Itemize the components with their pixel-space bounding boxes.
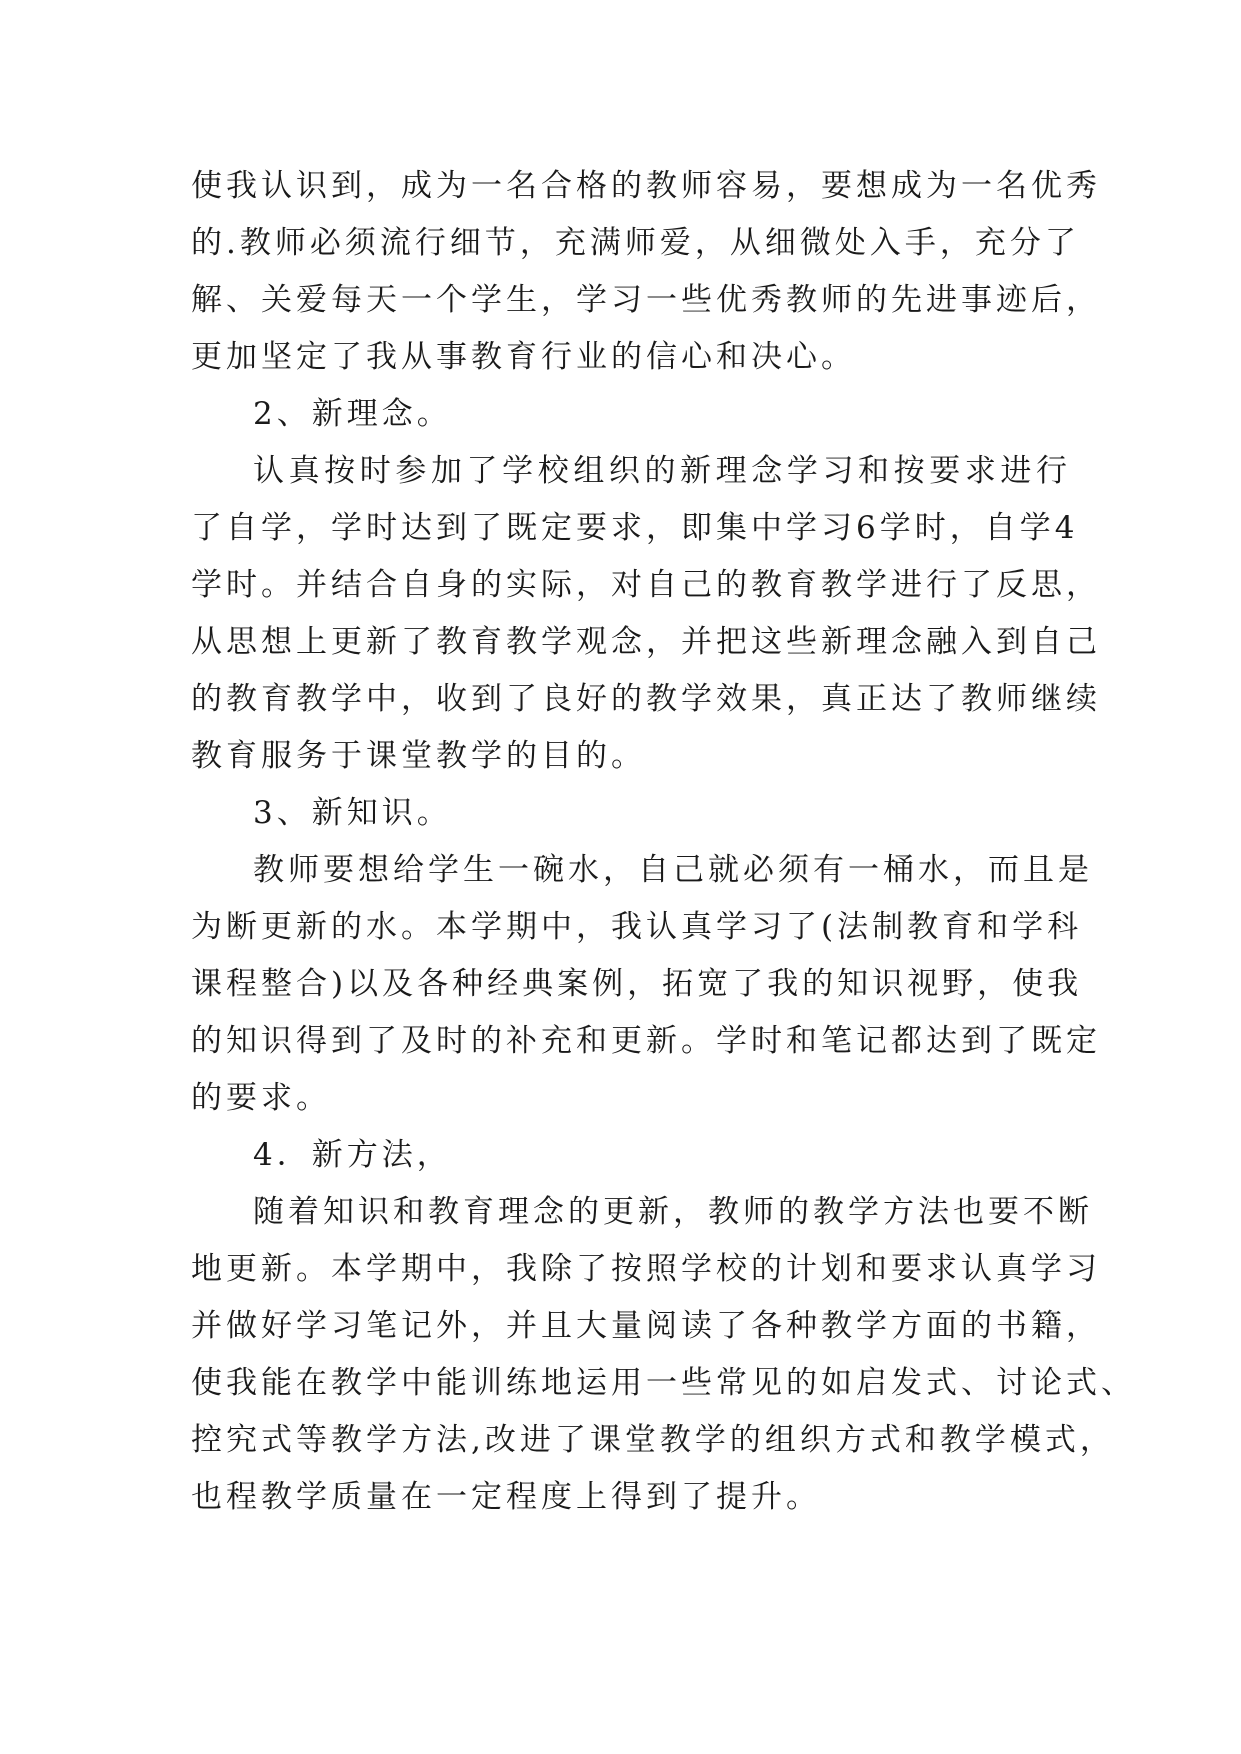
body-text-line: 地更新。本学期中，我除了按照学校的计划和要求认真学习 [191,1251,1101,1287]
body-text-line: 的.教师必须流行细节，充满师爱，从细微处入手，充分了 [191,225,1080,261]
body-text-line: 学时。并结合自身的实际，对自己的教育教学进行了反思， [191,567,1101,603]
body-text-line: 认真按时参加了学校组织的新理念学习和按要求进行 [253,453,1071,489]
section-heading-2: 2、新理念。 [253,396,452,432]
body-text-line: 并做好学习笔记外，并且大量阅读了各种教学方面的书籍， [191,1308,1101,1344]
section-heading-3: 3、新知识。 [253,795,452,831]
body-text-line: 解、关爱每天一个学生，学习一些优秀教师的先进事迹后， [191,282,1101,318]
body-text-line: 从思想上更新了教育教学观念，并把这些新理念融入到自己 [191,624,1101,660]
body-text-line: 教师要想给学生一碗水，自己就必须有一桶水，而且是 [253,852,1093,888]
body-text-line: 随着知识和教育理念的更新，教师的教学方法也要不断 [253,1194,1093,1230]
body-text-line: 的知识得到了及时的补充和更新。学时和笔记都达到了既定 [191,1023,1101,1059]
body-text-line: 了自学，学时达到了既定要求，即集中学习6学时，自学4 [191,510,1079,546]
body-text-line: 的要求。 [191,1080,331,1116]
body-text-line: 教育服务于课堂教学的目的。 [191,738,646,774]
body-text-line: 更加坚定了我从事教育行业的信心和决心。 [191,339,856,375]
body-text-line: 控究式等教学方法,改进了课堂教学的组织方式和教学模式， [191,1422,1115,1458]
body-text-line: 使我能在教学中能训练地运用一些常见的如启发式、讨论式、 [191,1365,1136,1401]
body-text-line: 课程整合)以及各种经典案例，拓宽了我的知识视野，使我 [191,966,1083,1002]
section-heading-4: 4．新方法， [253,1137,452,1173]
body-text-line: 也程教学质量在一定程度上得到了提升。 [191,1479,821,1515]
body-text-line: 为断更新的水。本学期中，我认真学习了(法制教育和学科 [191,909,1083,945]
body-text-line: 使我认识到，成为一名合格的教师容易，要想成为一名优秀 [191,168,1101,204]
body-text-line: 的教育教学中，收到了良好的教学效果，真正达了教师继续 [191,681,1101,717]
